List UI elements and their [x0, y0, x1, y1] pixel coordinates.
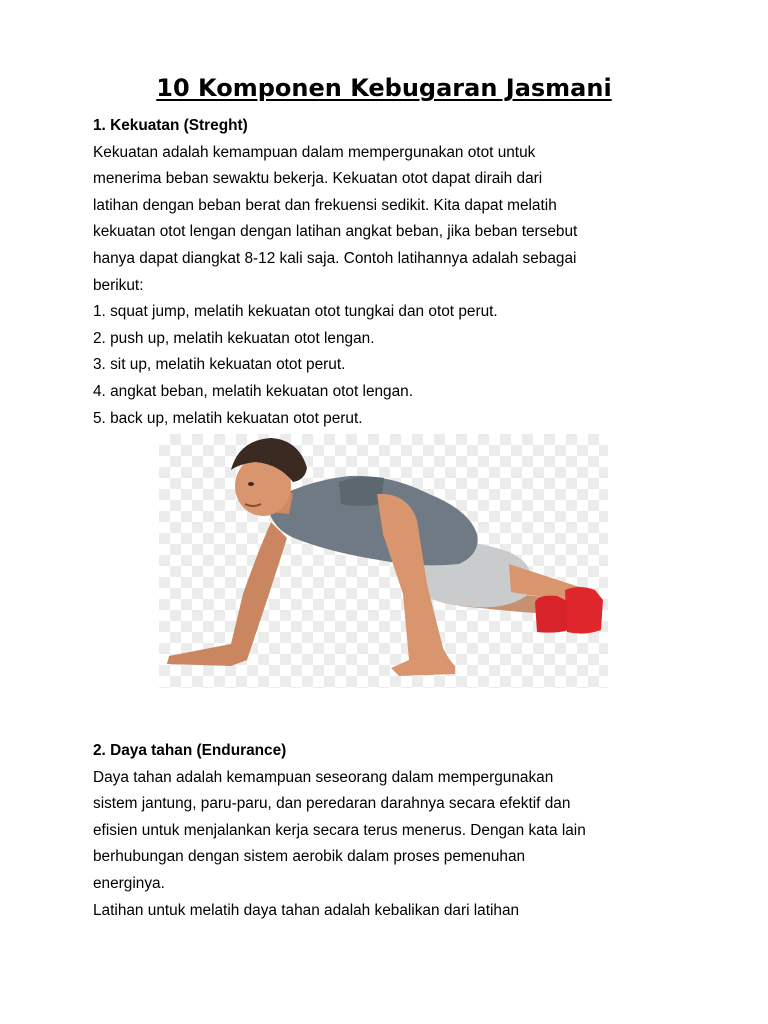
list-item: 1. squat jump, melatih kekuatan otot tungkai dan otot perut.	[93, 303, 498, 321]
paragraph-line: sistem jantung, paru-paru, dan peredaran darahnya secara efektif dan	[93, 795, 571, 813]
shirt-shade	[339, 477, 384, 506]
paragraph-line: menerima beban sewaktu bekerja. Kekuatan otot dapat diraih dari	[93, 170, 543, 188]
paragraph-line: kekuatan otot lengan dengan latihan angkat beban, jika beban tersebut	[93, 223, 578, 241]
paragraph-line: hanya dapat diangkat 8-12 kali saja. Contoh latihannya adalah sebagai	[93, 249, 577, 267]
paragraph-line: Daya tahan adalah kemampuan seseorang dalam mempergunakan	[93, 768, 554, 786]
list-item: 4. angkat beban, melatih kekuatan otot lengan.	[93, 382, 414, 400]
arm-far	[167, 522, 287, 666]
section-endurance	[93, 738, 693, 924]
list-item: 3. sit up, melatih kekuatan otot perut.	[93, 356, 346, 374]
list-item: 2. push up, melatih kekuatan otot lengan.	[93, 329, 375, 347]
paragraph-line: Kekuatan adalah kemampuan dalam mempergunakan otot untuk	[93, 143, 536, 161]
eye	[248, 482, 254, 486]
section-heading-endurance: 2. Daya tahan (Endurance)	[93, 742, 287, 759]
shoe-left	[535, 596, 569, 633]
document-title: 10 Komponen Kebugaran Jasmani	[156, 74, 612, 102]
paragraph-line: energinya.	[93, 874, 165, 892]
paragraph-line: Latihan untuk melatih daya tahan adalah kebalikan dari latihan	[93, 901, 520, 919]
push-up-illustration	[159, 434, 608, 688]
section-heading-strength: 1. Kekuatan (Streght)	[93, 117, 248, 134]
push-up-image	[159, 434, 608, 688]
shoe-right	[565, 587, 603, 634]
paragraph-line: berikut:	[93, 276, 144, 294]
section-strength	[93, 113, 693, 432]
paragraph-line: latihan dengan beban berat dan frekuensi sedikit. Kita dapat melatih	[93, 196, 557, 214]
list-item: 5. back up, melatih kekuatan otot perut.	[93, 409, 363, 427]
paragraph-line: efisien untuk menjalankan kerja secara terus menerus. Dengan kata lain	[93, 821, 586, 839]
paragraph-line: berhubungan dengan sistem aerobik dalam proses pemenuhan	[93, 848, 526, 866]
